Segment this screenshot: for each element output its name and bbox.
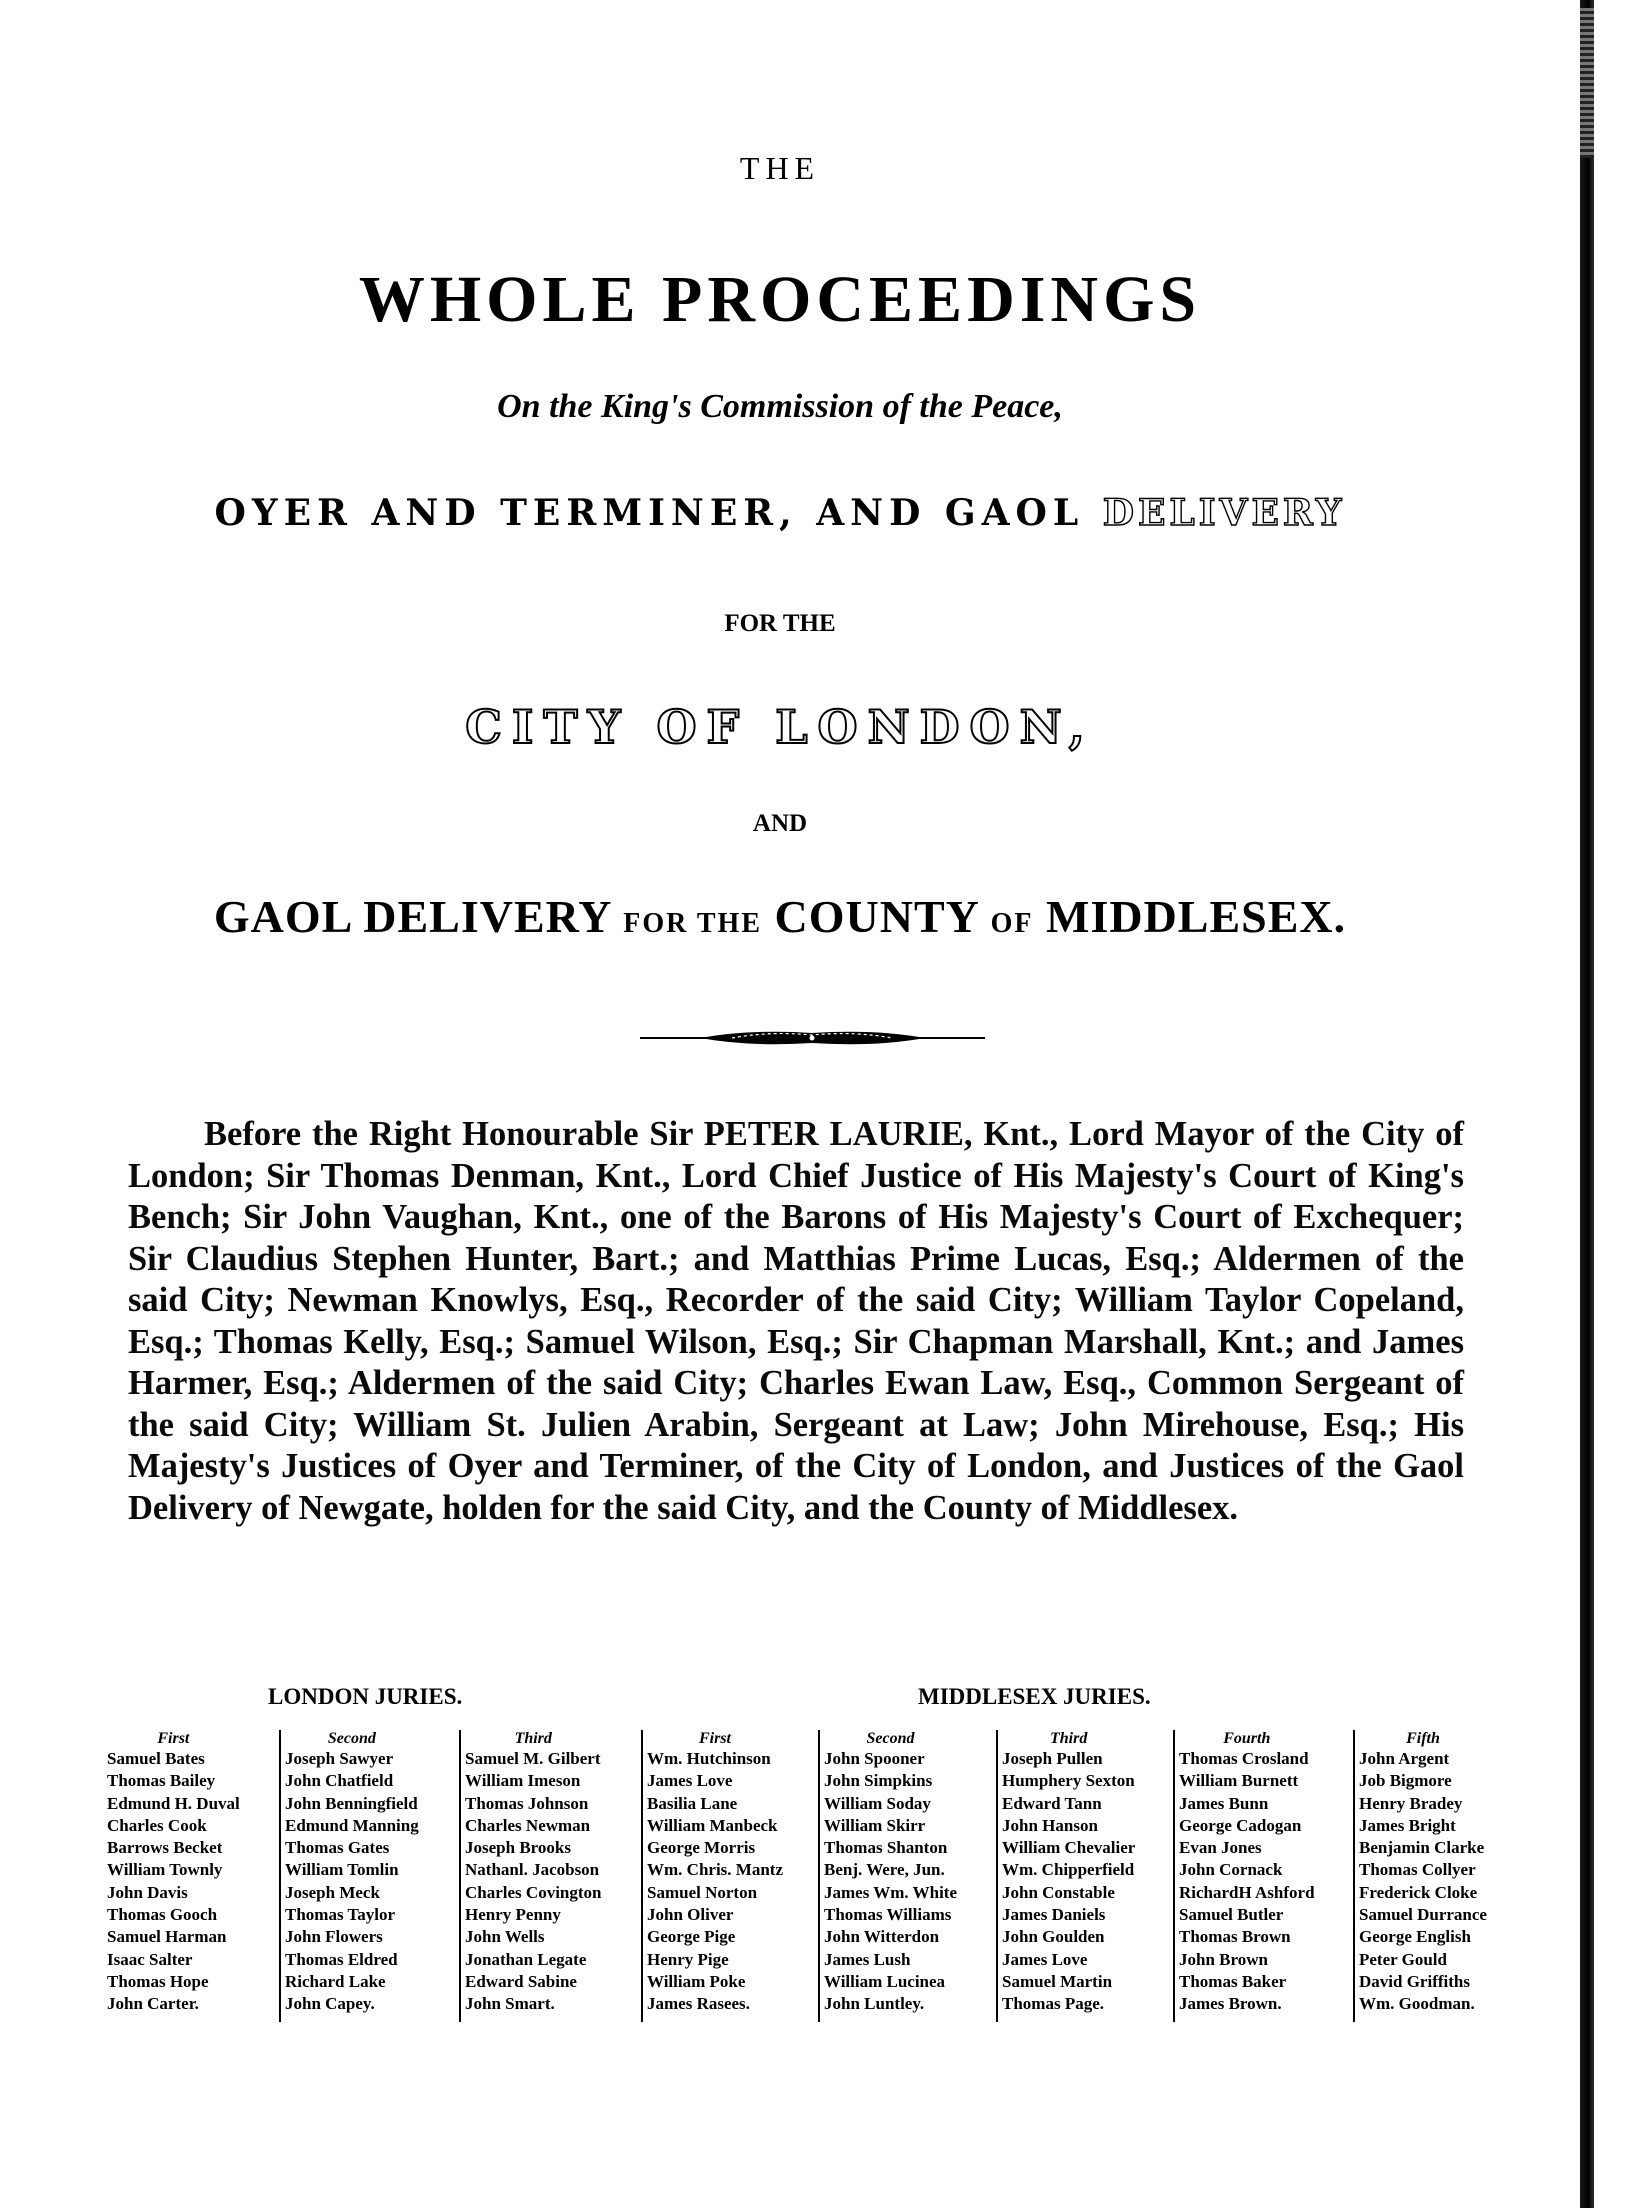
juror-name: George Morris bbox=[647, 1838, 756, 1858]
juror-name: Edmund Manning bbox=[285, 1815, 419, 1835]
juror-name: Thomas Collyer bbox=[1359, 1860, 1476, 1880]
juror-name: Richard Lake bbox=[285, 1971, 386, 1991]
london-jury-first bbox=[107, 1730, 240, 2016]
juror-name: Samuel Harman bbox=[107, 1927, 227, 1947]
juror-name: Thomas Johnson bbox=[465, 1793, 589, 1813]
juror-name: John Luntley. bbox=[824, 1994, 925, 2014]
london-jury-third bbox=[459, 1730, 601, 2022]
title-for-the: FOR THE bbox=[724, 610, 836, 637]
juror-name: Edward Tann bbox=[1002, 1793, 1102, 1813]
juror-name: James Daniels bbox=[1002, 1905, 1106, 1925]
juror-name: James Bright bbox=[1359, 1815, 1456, 1835]
middlesex-jury-first-label: First bbox=[698, 1730, 731, 1747]
middlesex-jury-fifth-names bbox=[1359, 1748, 1487, 2016]
juror-name: George Pige bbox=[647, 1927, 736, 1947]
juror-name: William Skirr bbox=[824, 1815, 926, 1835]
juror-name: Samuel Durrance bbox=[1359, 1905, 1487, 1925]
juror-name: Henry Bradey bbox=[1359, 1793, 1463, 1813]
juror-name: James Love bbox=[647, 1771, 733, 1791]
title-of: OF bbox=[990, 908, 1034, 939]
juror-name: John Oliver bbox=[647, 1905, 734, 1925]
juror-name: Henry Pige bbox=[647, 1949, 729, 1969]
juror-name: Wm. Goodman. bbox=[1359, 1994, 1475, 2014]
middlesex-jury-second bbox=[818, 1730, 957, 2022]
middlesex-jury-fourth bbox=[1173, 1730, 1315, 2022]
juror-name: John Smart. bbox=[465, 1994, 555, 2014]
juror-name: Thomas Williams bbox=[824, 1905, 952, 1925]
juror-name: Joseph Brooks bbox=[465, 1838, 571, 1858]
juror-name: John Hanson bbox=[1002, 1815, 1098, 1835]
middlesex-jury-third bbox=[996, 1730, 1135, 2022]
juror-name: William Soday bbox=[824, 1793, 931, 1813]
juror-name: John Capey. bbox=[285, 1994, 375, 2014]
juror-name: William Tomlin bbox=[285, 1860, 399, 1880]
juror-name: Wm. Chris. Mantz bbox=[647, 1860, 783, 1880]
juror-name: James Bunn bbox=[1179, 1793, 1269, 1813]
juror-name: Samuel Bates bbox=[107, 1749, 205, 1768]
juror-name: Henry Penny bbox=[465, 1905, 561, 1925]
ornament-rule bbox=[640, 1027, 985, 1049]
juror-name: George Cadogan bbox=[1179, 1815, 1302, 1835]
juror-name: Basilia Lane bbox=[647, 1793, 738, 1813]
juror-name: David Griffiths bbox=[1359, 1971, 1470, 1991]
london-juries-heading: LONDON JURIES. bbox=[268, 1684, 463, 1709]
juror-name: RichardH Ashford bbox=[1179, 1882, 1315, 1902]
juror-name: Evan Jones bbox=[1179, 1838, 1262, 1858]
juror-name: John Constable bbox=[1002, 1882, 1115, 1902]
london-jury-first-label: First bbox=[157, 1730, 190, 1747]
middlesex-jury-fifth-label: Fifth bbox=[1406, 1730, 1440, 1747]
middlesex-jury-second-label: Second bbox=[866, 1730, 915, 1747]
juror-name: Edmund H. Duval bbox=[107, 1793, 240, 1813]
juror-name: William Manbeck bbox=[647, 1815, 778, 1835]
middlesex-jury-second-names bbox=[824, 1748, 957, 2016]
title-county: COUNTY bbox=[774, 891, 979, 942]
middlesex-jury-third-names bbox=[1002, 1748, 1135, 2016]
juror-name: John Carter. bbox=[107, 1994, 199, 2014]
juror-name: William Lucinea bbox=[824, 1971, 946, 1991]
london-jury-second-names bbox=[285, 1748, 419, 2016]
juror-name: Samuel Martin bbox=[1002, 1971, 1113, 1991]
middlesex-jury-first-names bbox=[647, 1748, 783, 2016]
juror-name: Job Bigmore bbox=[1359, 1771, 1452, 1791]
title-gaol-delivery-middlesex bbox=[0, 890, 1560, 943]
juror-name: John Spooner bbox=[824, 1749, 925, 1768]
london-jury-second-label: Second bbox=[327, 1730, 376, 1747]
juror-name: George English bbox=[1359, 1927, 1471, 1947]
juror-name: John Goulden bbox=[1002, 1927, 1105, 1947]
london-jury-third-label: Third bbox=[514, 1730, 552, 1747]
juror-name: Barrows Becket bbox=[107, 1838, 223, 1858]
middlesex-juries-heading: MIDDLESEX JURIES. bbox=[918, 1684, 1151, 1709]
title-city-of-london: CITY OF LONDON, bbox=[465, 700, 1095, 754]
title-middlesex: MIDDLESEX. bbox=[1046, 891, 1347, 942]
juror-name: Joseph Meck bbox=[285, 1882, 380, 1902]
title-commission: On the King's Commission of the Peace, bbox=[497, 388, 1063, 425]
juror-name: Samuel Butler bbox=[1179, 1905, 1284, 1925]
middlesex-jury-fourth-label: Fourth bbox=[1223, 1730, 1271, 1747]
juror-name: Thomas Page. bbox=[1002, 1994, 1104, 2014]
juror-name: John Chatfield bbox=[285, 1771, 394, 1791]
middlesex-jury-fourth-names bbox=[1179, 1748, 1315, 2016]
juror-name: John Witterdon bbox=[824, 1927, 940, 1947]
title-delivery-outline: DELIVERY bbox=[1102, 492, 1346, 534]
juror-name: John Wells bbox=[465, 1927, 545, 1947]
london-jury-third-names bbox=[465, 1748, 601, 2016]
page-edge-shadow bbox=[1580, 0, 1594, 2208]
juror-name: Wm. Chipperfield bbox=[1002, 1860, 1135, 1880]
juror-name: Thomas Brown bbox=[1179, 1927, 1291, 1947]
juror-name: Thomas Shanton bbox=[824, 1838, 948, 1858]
juror-name: John Cornack bbox=[1179, 1860, 1283, 1880]
juror-name: James Rasees. bbox=[647, 1994, 750, 2014]
juror-name: Thomas Baker bbox=[1179, 1971, 1287, 1991]
juror-name: Joseph Sawyer bbox=[285, 1749, 394, 1768]
juror-name: John Brown bbox=[1179, 1949, 1268, 1969]
juror-name: Thomas Gates bbox=[285, 1838, 390, 1858]
juror-name: Humphery Sexton bbox=[1002, 1771, 1135, 1791]
juror-name: William Townly bbox=[107, 1860, 223, 1880]
juror-name: Thomas Crosland bbox=[1179, 1749, 1309, 1768]
title-oyer-text: OYER AND TERMINER, AND GAOL bbox=[214, 492, 1085, 534]
title-for-the-small: FOR THE bbox=[623, 908, 763, 939]
juror-name: Thomas Hope bbox=[107, 1971, 209, 1991]
juror-name: Thomas Taylor bbox=[285, 1905, 396, 1925]
juror-name: Thomas Eldred bbox=[285, 1949, 398, 1969]
juror-name: Charles Newman bbox=[465, 1815, 591, 1835]
middlesex-jury-first bbox=[641, 1730, 783, 2022]
juror-name: John Argent bbox=[1359, 1749, 1450, 1768]
juror-name: James Brown. bbox=[1179, 1994, 1282, 2014]
juror-name: Thomas Gooch bbox=[107, 1905, 218, 1925]
juror-name: Charles Cook bbox=[107, 1815, 207, 1835]
title-whole-proceedings: WHOLE PROCEEDINGS bbox=[358, 263, 1202, 336]
juror-name: Isaac Salter bbox=[107, 1949, 193, 1969]
juror-name: Nathanl. Jacobson bbox=[465, 1860, 600, 1880]
juror-name: John Davis bbox=[107, 1882, 188, 1902]
juror-name: Samuel M. Gilbert bbox=[465, 1749, 601, 1768]
london-jury-second bbox=[279, 1730, 419, 2022]
juror-name: Edward Sabine bbox=[465, 1971, 577, 1991]
juror-name: William Imeson bbox=[465, 1771, 581, 1791]
juror-name: John Benningfield bbox=[285, 1793, 418, 1813]
juror-name: Samuel Norton bbox=[647, 1882, 758, 1902]
juror-name: Peter Gould bbox=[1359, 1949, 1447, 1969]
middlesex-jury-fifth bbox=[1353, 1730, 1487, 2022]
juror-name: James Love bbox=[1002, 1949, 1088, 1969]
juror-name: John Simpkins bbox=[824, 1771, 933, 1791]
juror-name: John Flowers bbox=[285, 1927, 383, 1947]
title-and: AND bbox=[752, 810, 808, 837]
juror-name: Frederick Cloke bbox=[1359, 1882, 1478, 1902]
title-oyer-terminer bbox=[0, 492, 1560, 534]
juror-name: James Lush bbox=[824, 1949, 911, 1969]
page-edge-texture bbox=[1580, 8, 1594, 158]
title-the: THE bbox=[739, 150, 821, 186]
juror-name: Charles Covington bbox=[465, 1882, 602, 1902]
juror-name: Thomas Bailey bbox=[107, 1771, 216, 1791]
juror-name: Joseph Pullen bbox=[1002, 1749, 1103, 1768]
preamble-paragraph: Before the Right Honourable Sir PETER LAURIE, Knt., Lord Mayor of the City of London; Sir Thomas Denman, Knt., Lord Chief Justice of His Majesty's Court of King's Bench; Sir John Vaughan, Knt., one of the Barons of His Majesty's Court of Exchequer; Sir Claudius Stephen Hunter, Bart.; and Matthias Prime Lucas, Esq.; Aldermen of the said City; Newman Knowlys, Esq., Recorder of the said City; William Taylor Copeland, Esq.; Thomas Kelly, Esq.; Samuel Wilson, Esq.; Sir Chapman Marshall, Knt.; and James Harmer, Esq.; Aldermen of the said City; Charles Ewan Law, Esq., Common Sergeant of the said City; William St. Julien Arabin, Sergeant at Law; John Mirehouse, Esq.; His Majesty's Justices of Oyer and Terminer, of the City of London, and Justices of the Gaol Delivery of Newgate, holden for the said City, and the County of Middlesex. bbox=[128, 1115, 1464, 1527]
juror-name: Benj. Were, Jun. bbox=[824, 1860, 945, 1880]
middlesex-jury-third-label: Third bbox=[1049, 1730, 1088, 1747]
juror-name: Benjamin Clarke bbox=[1359, 1838, 1485, 1858]
juror-name: William Poke bbox=[647, 1971, 746, 1991]
juror-name: James Wm. White bbox=[824, 1882, 958, 1902]
juror-name: Jonathan Legate bbox=[465, 1949, 587, 1969]
title-gaol-delivery: GAOL DELIVERY bbox=[213, 891, 611, 942]
juror-name: William Chevalier bbox=[1002, 1838, 1136, 1858]
london-jury-first-names bbox=[107, 1748, 240, 2016]
juror-name: William Burnett bbox=[1179, 1771, 1299, 1791]
juror-name: Wm. Hutchinson bbox=[647, 1749, 771, 1768]
